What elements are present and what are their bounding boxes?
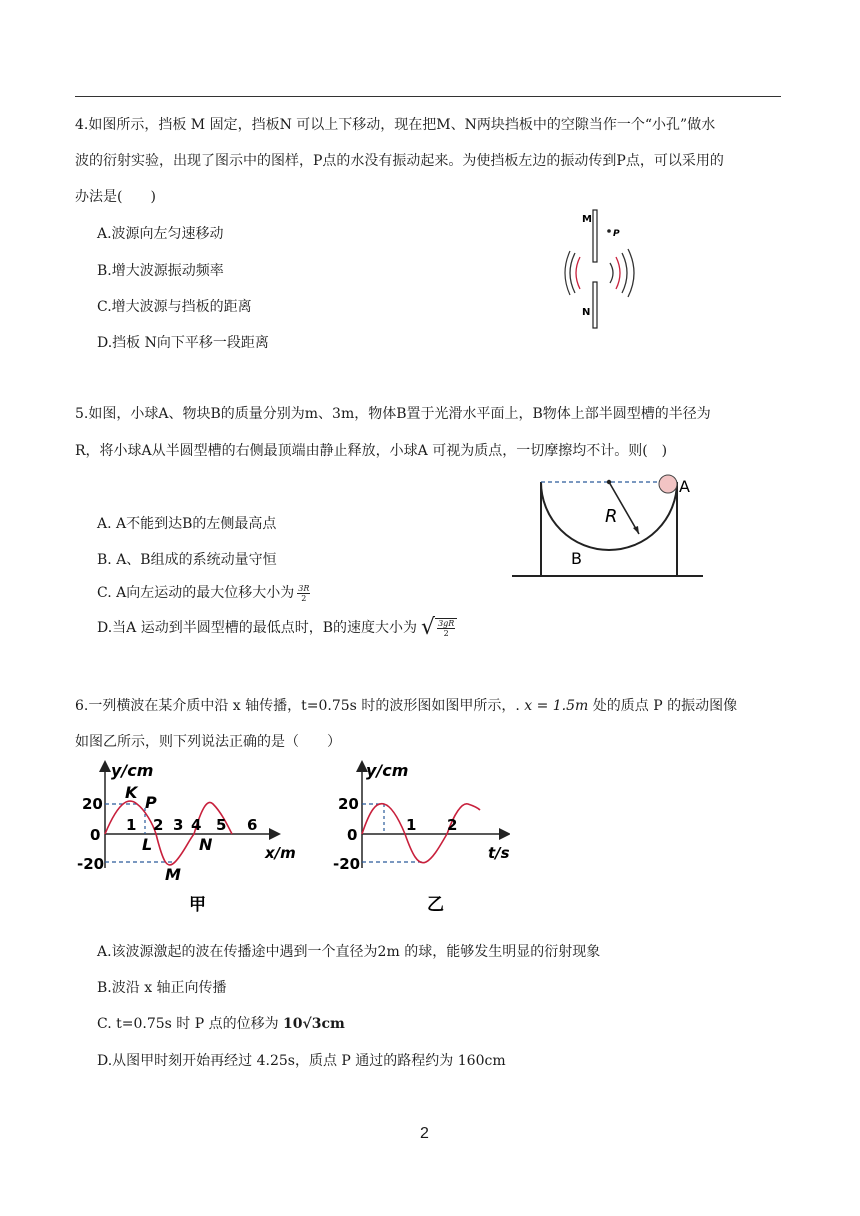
q4-option-c: C.增大波源与挡板的距离 [97, 299, 252, 315]
page-number: 2 [420, 1125, 429, 1142]
jia-point-l: L [142, 835, 153, 854]
jia-caption: 甲 [189, 895, 206, 915]
q5-option-c [97, 583, 310, 603]
yi-y-tick-neg20: -20 [333, 855, 361, 873]
q4-text-line1: 4.如图所示，挡板 M 固定，挡板N 可以上下移动，现在把M、N两块挡板中的空隙当作一个“小孔”做水 [75, 117, 716, 133]
header-rule [75, 96, 781, 97]
yi-y-tick-0: 0 [347, 826, 358, 844]
q6-option-c-math: 10√3cm [283, 1016, 345, 1032]
jia-x-tick-2: 2 [153, 816, 164, 834]
jia-x-tick-5: 5 [216, 816, 227, 834]
jia-point-m: M [165, 865, 181, 884]
jia-x-axis-label: x/m [265, 844, 296, 862]
jia-x-tick-3: 3 [173, 816, 184, 834]
q5-option-c-fraction: $\frac{3R}{2}$ [298, 583, 310, 603]
q5-text-line2: R，将小球A从半圆型槽的右侧最顶端由静止释放，小球A 可视为质点，一切摩擦均不计。则( ) [75, 443, 668, 459]
jia-point-k: K [125, 783, 138, 802]
jia-y-tick-neg20: -20 [77, 855, 105, 873]
q5-option-c-text: C. A向左运动的最大位移大小为 [97, 585, 295, 601]
radius-r-label: R [605, 506, 618, 527]
q4-option-a: A.波源向左匀速移动 [97, 226, 224, 242]
yi-t-tick-2: 2 [447, 816, 458, 834]
q5-option-d-sqrt: √ $\frac{3gR}{2}$ [421, 617, 457, 639]
q6-text-line1-post: 处的质点 P 的振动图像 [588, 698, 738, 714]
q6-text-line1-math: x = 1.5m [524, 698, 589, 714]
yi-y-tick-20: 20 [338, 795, 359, 813]
point-p-label: P [613, 229, 620, 239]
q4-diffraction-figure [560, 205, 650, 335]
jia-y-tick-20: 20 [82, 795, 103, 813]
jia-x-tick-4: 4 [191, 816, 202, 834]
q5-trough-figure [505, 470, 715, 582]
q5-text-line1: 5.如图，小球A、物块B的质量分别为m、3m，物体B置于光滑水平面上，B物体上部半圆型槽的半径为 [75, 406, 711, 422]
graph-yi [330, 758, 510, 918]
q6-option-b: B.波沿 x 轴正向传播 [97, 980, 227, 996]
q4-option-d: D.挡板 N向下平移一段距离 [97, 335, 269, 351]
jia-y-tick-0: 0 [90, 826, 101, 844]
graph-jia [75, 758, 300, 918]
q4-option-b: B.增大波源振动频率 [97, 263, 224, 279]
q4-text-line2: 波的衍射实验，出现了图示中的图样，P点的水没有振动起来。为使挡板左边的振动传到P点，可以采用的 [75, 153, 724, 169]
q5-option-b: B. A、B组成的系统动量守恒 [97, 552, 277, 568]
yi-t-tick-1: 1 [406, 816, 417, 834]
q6-option-a: A.该波源激起的波在传播途中遇到一个直径为2m 的球，能够发生明显的衍射现象 [97, 944, 601, 960]
jia-x-tick-6: 6 [247, 816, 258, 834]
q6-option-c [97, 1014, 345, 1034]
jia-x-tick-1: 1 [126, 816, 137, 834]
block-b-label: B [571, 549, 582, 568]
yi-x-axis-label: t/s [488, 844, 510, 862]
barrier-m-label: M [582, 214, 592, 225]
q6-text-line1-pre: 6.一列横波在某介质中沿 x 轴传播，t=0.75s 时的波形图如图甲所示，. [75, 698, 525, 714]
barrier-n-label: N [582, 307, 591, 318]
jia-point-p: P [145, 793, 157, 812]
q5-option-d-text: D.当A 运动到半圆型槽的最低点时，B的速度大小为 [97, 620, 418, 636]
jia-point-n: N [199, 835, 213, 854]
q6-text-line2: 如图乙所示，则下列说法正确的是（ ） [75, 734, 341, 750]
yi-y-axis-label: y/cm [366, 761, 409, 780]
q5-option-a: A. A不能到达B的左侧最高点 [97, 516, 277, 532]
yi-caption: 乙 [427, 895, 444, 915]
q4-text-line3: 办法是( ) [75, 189, 156, 205]
ball-a-label: A [679, 477, 690, 496]
q5-option-d [97, 617, 457, 639]
jia-y-axis-label: y/cm [111, 761, 154, 780]
q6-option-c-text: C. t=0.75s 时 P 点的位移为 [97, 1016, 284, 1032]
q6-option-d: D.从图甲时刻开始再经过 4.25s，质点 P 通过的路程约为 160cm [97, 1053, 506, 1069]
q6-text-line1 [75, 696, 737, 716]
